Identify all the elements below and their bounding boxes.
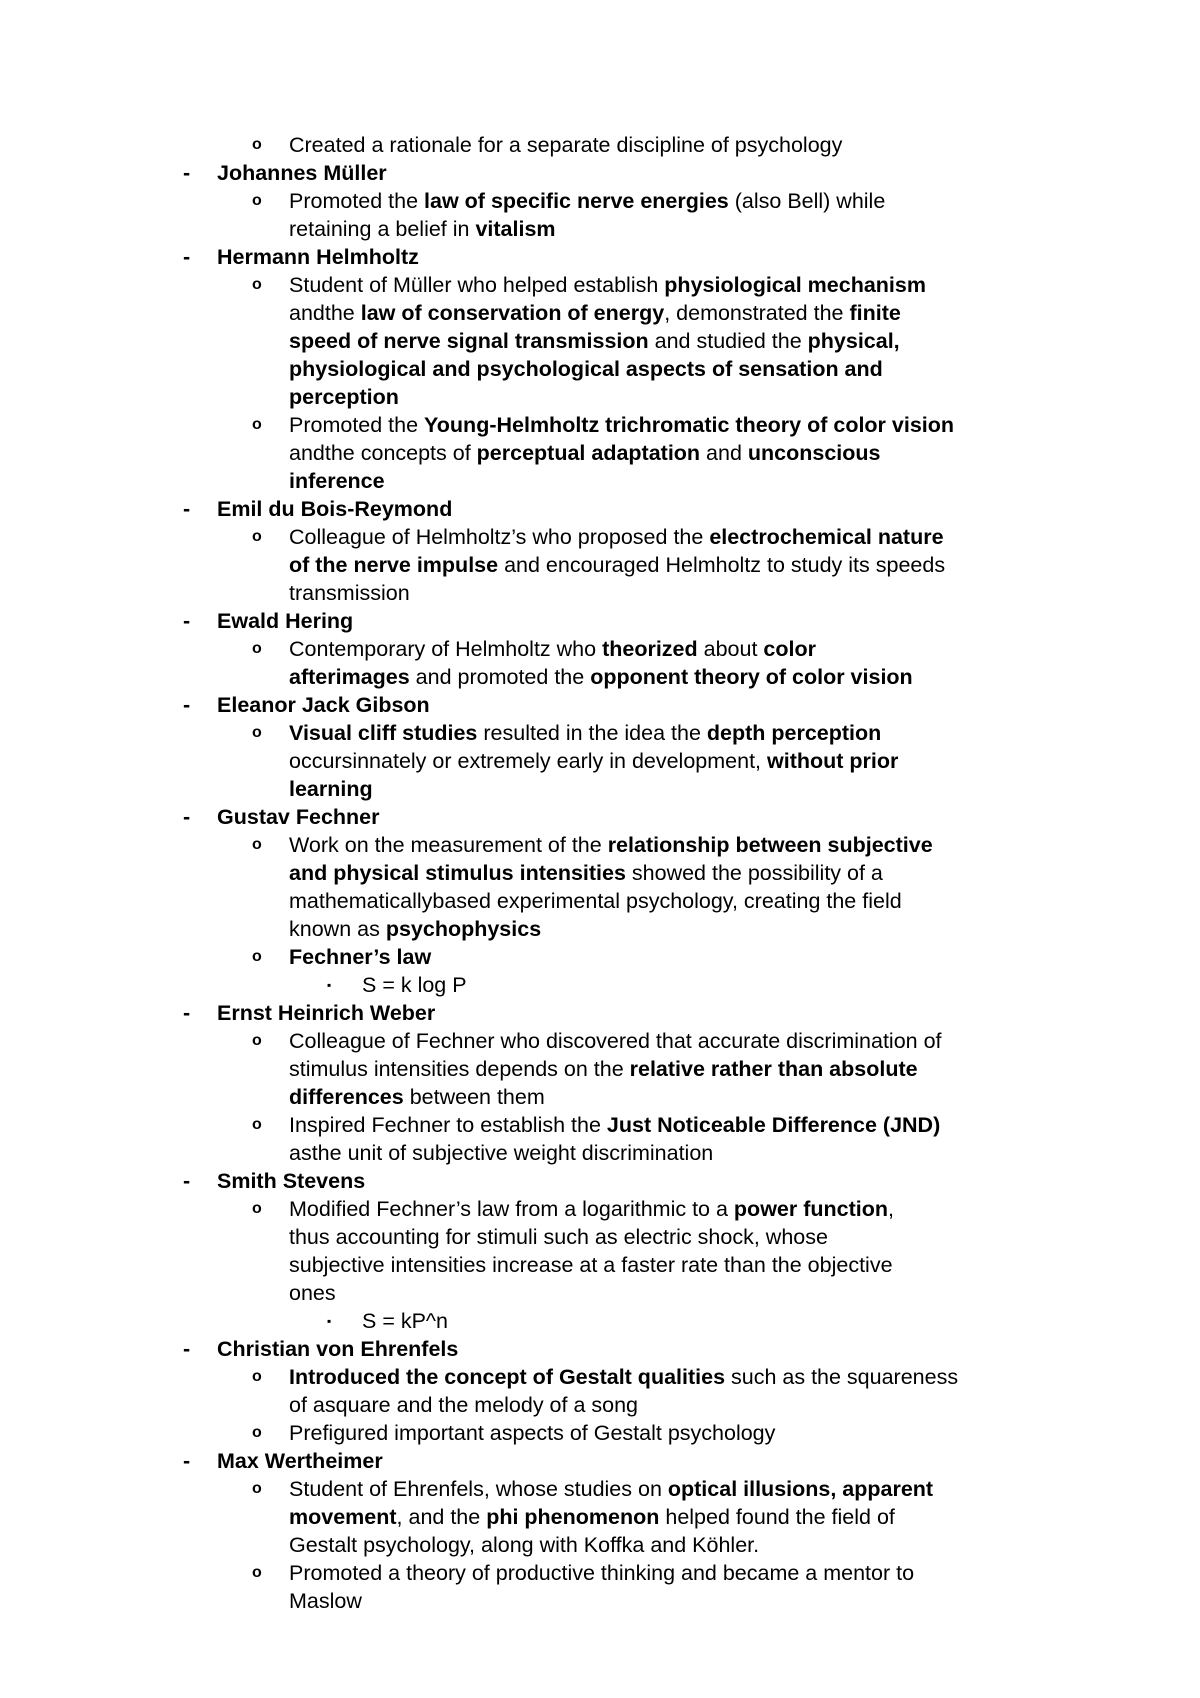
bold-term: Emil du Bois-Reymond <box>217 497 453 521</box>
line-text <box>217 999 435 1027</box>
formula-line <box>0 971 1200 999</box>
line-text <box>289 1251 893 1279</box>
line-text <box>289 1391 638 1419</box>
line-text <box>289 383 399 411</box>
text-run: Promoted a theory of productive thinking and became a mentor to <box>289 1561 915 1585</box>
bold-term: of the nerve impulse <box>289 553 499 577</box>
note-line <box>0 411 1200 439</box>
note-line <box>0 1391 1200 1419</box>
text-run: known as <box>289 917 386 941</box>
bold-term: Ewald Hering <box>217 609 354 633</box>
bold-term: Christian von Ehrenfels <box>217 1337 459 1361</box>
note-line <box>0 523 1200 551</box>
bold-term: Gustav Fechner <box>217 805 380 829</box>
person-heading-line <box>0 691 1200 719</box>
line-text <box>289 1363 958 1391</box>
line-text <box>362 971 467 999</box>
text-run: Contemporary of Helmholtz who <box>289 637 603 661</box>
circle-bullet: o <box>252 836 262 853</box>
bold-term: afterimages <box>289 665 410 689</box>
circle-bullet: o <box>252 276 262 293</box>
bold-term: perception <box>289 385 399 409</box>
line-text <box>289 1531 759 1559</box>
line-text <box>217 1447 383 1475</box>
note-line <box>0 1223 1200 1251</box>
note-line <box>0 1559 1200 1587</box>
person-heading-line <box>0 803 1200 831</box>
bold-term: law of conservation of energy <box>360 301 665 325</box>
bold-term: Johannes Müller <box>217 161 387 185</box>
line-text <box>289 747 898 775</box>
text-run: andthe concepts of <box>289 441 477 465</box>
line-text <box>217 691 430 719</box>
dash-bullet: - <box>183 1449 191 1473</box>
line-text <box>289 523 944 551</box>
bold-term: relationship between subjective <box>607 833 933 857</box>
line-text <box>217 607 353 635</box>
line-text <box>217 243 419 271</box>
bold-term: Hermann Helmholtz <box>217 245 419 269</box>
text-run: Colleague of Helmholtz’s who proposed the <box>289 525 710 549</box>
dash-bullet: - <box>183 1337 191 1361</box>
line-text <box>289 1027 942 1055</box>
dash-bullet: - <box>183 609 191 633</box>
text-run: and promoted the <box>409 665 591 689</box>
line-text <box>217 1167 365 1195</box>
note-line <box>0 747 1200 775</box>
line-text <box>289 1195 894 1223</box>
text-run: (also Bell) while <box>728 189 886 213</box>
bold-term: opponent theory of color vision <box>590 665 913 689</box>
circle-bullet: o <box>252 416 262 433</box>
text-run: about <box>697 637 764 661</box>
note-line <box>0 1503 1200 1531</box>
dash-bullet: - <box>183 161 191 185</box>
bold-term: finite <box>849 301 901 325</box>
bold-term: optical illusions, apparent <box>667 1477 934 1501</box>
bold-term: color <box>763 637 816 661</box>
square-bullet: ▪ <box>327 978 332 992</box>
line-text <box>289 831 933 859</box>
circle-bullet: o <box>252 640 262 657</box>
note-line <box>0 775 1200 803</box>
line-text <box>289 663 913 691</box>
line-text <box>289 1083 545 1111</box>
text-run: Maslow <box>289 1589 362 1613</box>
line-text <box>289 187 885 215</box>
note-line <box>0 1531 1200 1559</box>
line-text <box>289 215 556 243</box>
dash-bullet: - <box>183 1169 191 1193</box>
bold-term: Ernst Heinrich Weber <box>217 1001 436 1025</box>
line-text <box>289 467 385 495</box>
text-run: Gestalt psychology, along with Koffka and Köhler. <box>289 1533 760 1557</box>
line-text <box>289 327 900 355</box>
note-line <box>0 1083 1200 1111</box>
note-line <box>0 327 1200 355</box>
bold-term: psychophysics <box>385 917 542 941</box>
note-line <box>0 1027 1200 1055</box>
bold-term: Visual cliff studies <box>289 721 478 745</box>
person-heading-line <box>0 1167 1200 1195</box>
bold-term: and physical stimulus intensities <box>289 861 626 885</box>
dash-bullet: - <box>183 1001 191 1025</box>
text-run: andthe <box>289 301 361 325</box>
note-line <box>0 1363 1200 1391</box>
note-line <box>0 215 1200 243</box>
note-line <box>0 915 1200 943</box>
text-run: , and the <box>396 1505 487 1529</box>
dash-bullet: - <box>183 805 191 829</box>
note-line <box>0 551 1200 579</box>
line-text <box>289 1503 895 1531</box>
note-line <box>0 663 1200 691</box>
bold-term: law of specific nerve energies <box>424 189 729 213</box>
circle-bullet: o <box>252 724 262 741</box>
text-run: helped found the field of <box>659 1505 895 1529</box>
circle-bullet: o <box>252 948 262 965</box>
bold-term: relative rather than absolute <box>629 1057 918 1081</box>
bold-term: phi phenomenon <box>486 1505 660 1529</box>
text-run: resulted in the idea the <box>477 721 707 745</box>
text-run: subjective intensities increase at a faster rate than the objective <box>289 1253 893 1277</box>
dash-bullet: - <box>183 245 191 269</box>
circle-bullet: o <box>252 1424 262 1441</box>
bold-term: Max Wertheimer <box>217 1449 383 1473</box>
circle-bullet: o <box>252 528 262 545</box>
line-text <box>289 1055 918 1083</box>
text-run: thus accounting for stimuli such as electric shock, whose <box>289 1225 828 1249</box>
notes-document <box>0 131 1200 1615</box>
person-heading-line <box>0 999 1200 1027</box>
bold-term: speed of nerve signal transmission <box>289 329 649 353</box>
line-text <box>289 355 883 383</box>
bold-term: physical, <box>807 329 900 353</box>
bold-term: learning <box>289 777 373 801</box>
note-line <box>0 943 1200 971</box>
bold-term: physiological and psychological aspects of sensation and <box>289 357 883 381</box>
text-run: Student of Ehrenfels, whose studies on <box>289 1477 668 1501</box>
text-run: Work on the measurement of the <box>289 833 608 857</box>
text-run: and <box>700 441 748 465</box>
bold-term: theorized <box>602 637 698 661</box>
text-run: of asquare and the melody of a song <box>289 1393 639 1417</box>
line-text <box>362 1307 448 1335</box>
text-run: such as the squareness <box>725 1365 959 1389</box>
person-heading-line <box>0 495 1200 523</box>
circle-bullet: o <box>252 136 262 153</box>
bold-term: depth perception <box>706 721 882 745</box>
line-text <box>289 719 881 747</box>
note-line <box>0 1195 1200 1223</box>
note-line <box>0 299 1200 327</box>
circle-bullet: o <box>252 1564 262 1581</box>
text-run: Modified Fechner’s law from a logarithmic to a <box>289 1197 734 1221</box>
bold-term: without prior <box>767 749 899 773</box>
text-run: S = k log P <box>362 973 467 997</box>
note-line <box>0 187 1200 215</box>
dash-bullet: - <box>183 497 191 521</box>
line-text <box>289 887 902 915</box>
line-text <box>289 1279 336 1307</box>
bold-term: Just Noticeable Difference (JND) <box>606 1113 941 1137</box>
text-run: Promoted the <box>289 189 425 213</box>
text-run: mathematicallybased experimental psychology, creating the field <box>289 889 902 913</box>
line-text <box>289 943 431 971</box>
note-line <box>0 635 1200 663</box>
note-line <box>0 831 1200 859</box>
person-heading-line <box>0 1335 1200 1363</box>
line-text <box>289 579 410 607</box>
circle-bullet: o <box>252 1116 262 1133</box>
text-run: , demonstrated the <box>664 301 850 325</box>
text-run: Created a rationale for a separate discipline of psychology <box>289 133 843 157</box>
bold-term: Fechner’s law <box>289 945 432 969</box>
bold-term: electrochemical nature <box>709 525 944 549</box>
person-heading-line <box>0 607 1200 635</box>
line-text <box>289 131 842 159</box>
bold-term: unconscious <box>747 441 881 465</box>
text-run: S = kP^n <box>362 1309 448 1333</box>
note-line <box>0 355 1200 383</box>
note-line <box>0 887 1200 915</box>
text-run: occursinnately or extremely early in development, <box>289 749 767 773</box>
note-line <box>0 467 1200 495</box>
note-line <box>0 271 1200 299</box>
circle-bullet: o <box>252 192 262 209</box>
bold-term: Eleanor Jack Gibson <box>217 693 430 717</box>
line-text <box>217 495 452 523</box>
text-run: showed the possibility of a <box>625 861 883 885</box>
circle-bullet: o <box>252 1368 262 1385</box>
bold-term: Smith Stevens <box>217 1169 366 1193</box>
line-text <box>289 299 901 327</box>
note-line <box>0 383 1200 411</box>
text-run: Student of Müller who helped establish <box>289 273 665 297</box>
text-run: and studied the <box>648 329 808 353</box>
line-text <box>289 775 373 803</box>
circle-bullet: o <box>252 1032 262 1049</box>
note-line <box>0 1139 1200 1167</box>
line-text <box>289 635 816 663</box>
text-run: asthe unit of subjective weight discrimination <box>289 1141 714 1165</box>
note-line <box>0 1419 1200 1447</box>
line-text <box>289 411 954 439</box>
line-text <box>289 1139 713 1167</box>
note-line <box>0 439 1200 467</box>
text-run: transmission <box>289 581 410 605</box>
note-line <box>0 131 1200 159</box>
text-run: between them <box>403 1085 545 1109</box>
text-run: Promoted the <box>289 413 425 437</box>
formula-line <box>0 1307 1200 1335</box>
person-heading-line <box>0 243 1200 271</box>
note-line <box>0 719 1200 747</box>
line-text <box>289 1111 940 1139</box>
line-text <box>217 159 387 187</box>
person-heading-line <box>0 159 1200 187</box>
bold-term: inference <box>289 469 385 493</box>
text-run: ones <box>289 1281 336 1305</box>
line-text <box>289 859 883 887</box>
circle-bullet: o <box>252 1480 262 1497</box>
line-text <box>289 1475 933 1503</box>
line-text <box>289 915 541 943</box>
bold-term: Introduced the concept of Gestalt qualities <box>289 1365 726 1389</box>
note-line <box>0 1251 1200 1279</box>
line-text <box>289 271 926 299</box>
person-heading-line <box>0 1447 1200 1475</box>
note-line <box>0 1279 1200 1307</box>
text-run: retaining a belief in <box>289 217 476 241</box>
line-text <box>289 1419 775 1447</box>
note-line <box>0 579 1200 607</box>
bold-term: Young-Helmholtz trichromatic theory of color vision <box>424 413 955 437</box>
line-text <box>289 551 945 579</box>
line-text <box>217 1335 458 1363</box>
text-run: and encouraged Helmholtz to study its speeds <box>498 553 946 577</box>
bold-term: movement <box>289 1505 397 1529</box>
line-text <box>289 1587 362 1615</box>
bold-term: vitalism <box>475 217 556 241</box>
square-bullet: ▪ <box>327 1314 332 1328</box>
text-run: Prefigured important aspects of Gestalt psychology <box>289 1421 776 1445</box>
text-run: Inspired Fechner to establish the <box>289 1113 607 1137</box>
line-text <box>289 439 881 467</box>
bold-term: perceptual adaptation <box>476 441 701 465</box>
note-line <box>0 1055 1200 1083</box>
dash-bullet: - <box>183 693 191 717</box>
line-text <box>217 803 380 831</box>
text-run: stimulus intensities depends on the <box>289 1057 630 1081</box>
bold-term: differences <box>289 1085 404 1109</box>
bold-term: physiological mechanism <box>664 273 926 297</box>
text-run: , <box>888 1197 894 1221</box>
note-line <box>0 1111 1200 1139</box>
bold-term: power function <box>733 1197 888 1221</box>
line-text <box>289 1223 828 1251</box>
circle-bullet: o <box>252 1200 262 1217</box>
note-line <box>0 1475 1200 1503</box>
text-run: Colleague of Fechner who discovered that accurate discrimination of <box>289 1029 942 1053</box>
line-text <box>289 1559 914 1587</box>
note-line <box>0 859 1200 887</box>
note-line <box>0 1587 1200 1615</box>
